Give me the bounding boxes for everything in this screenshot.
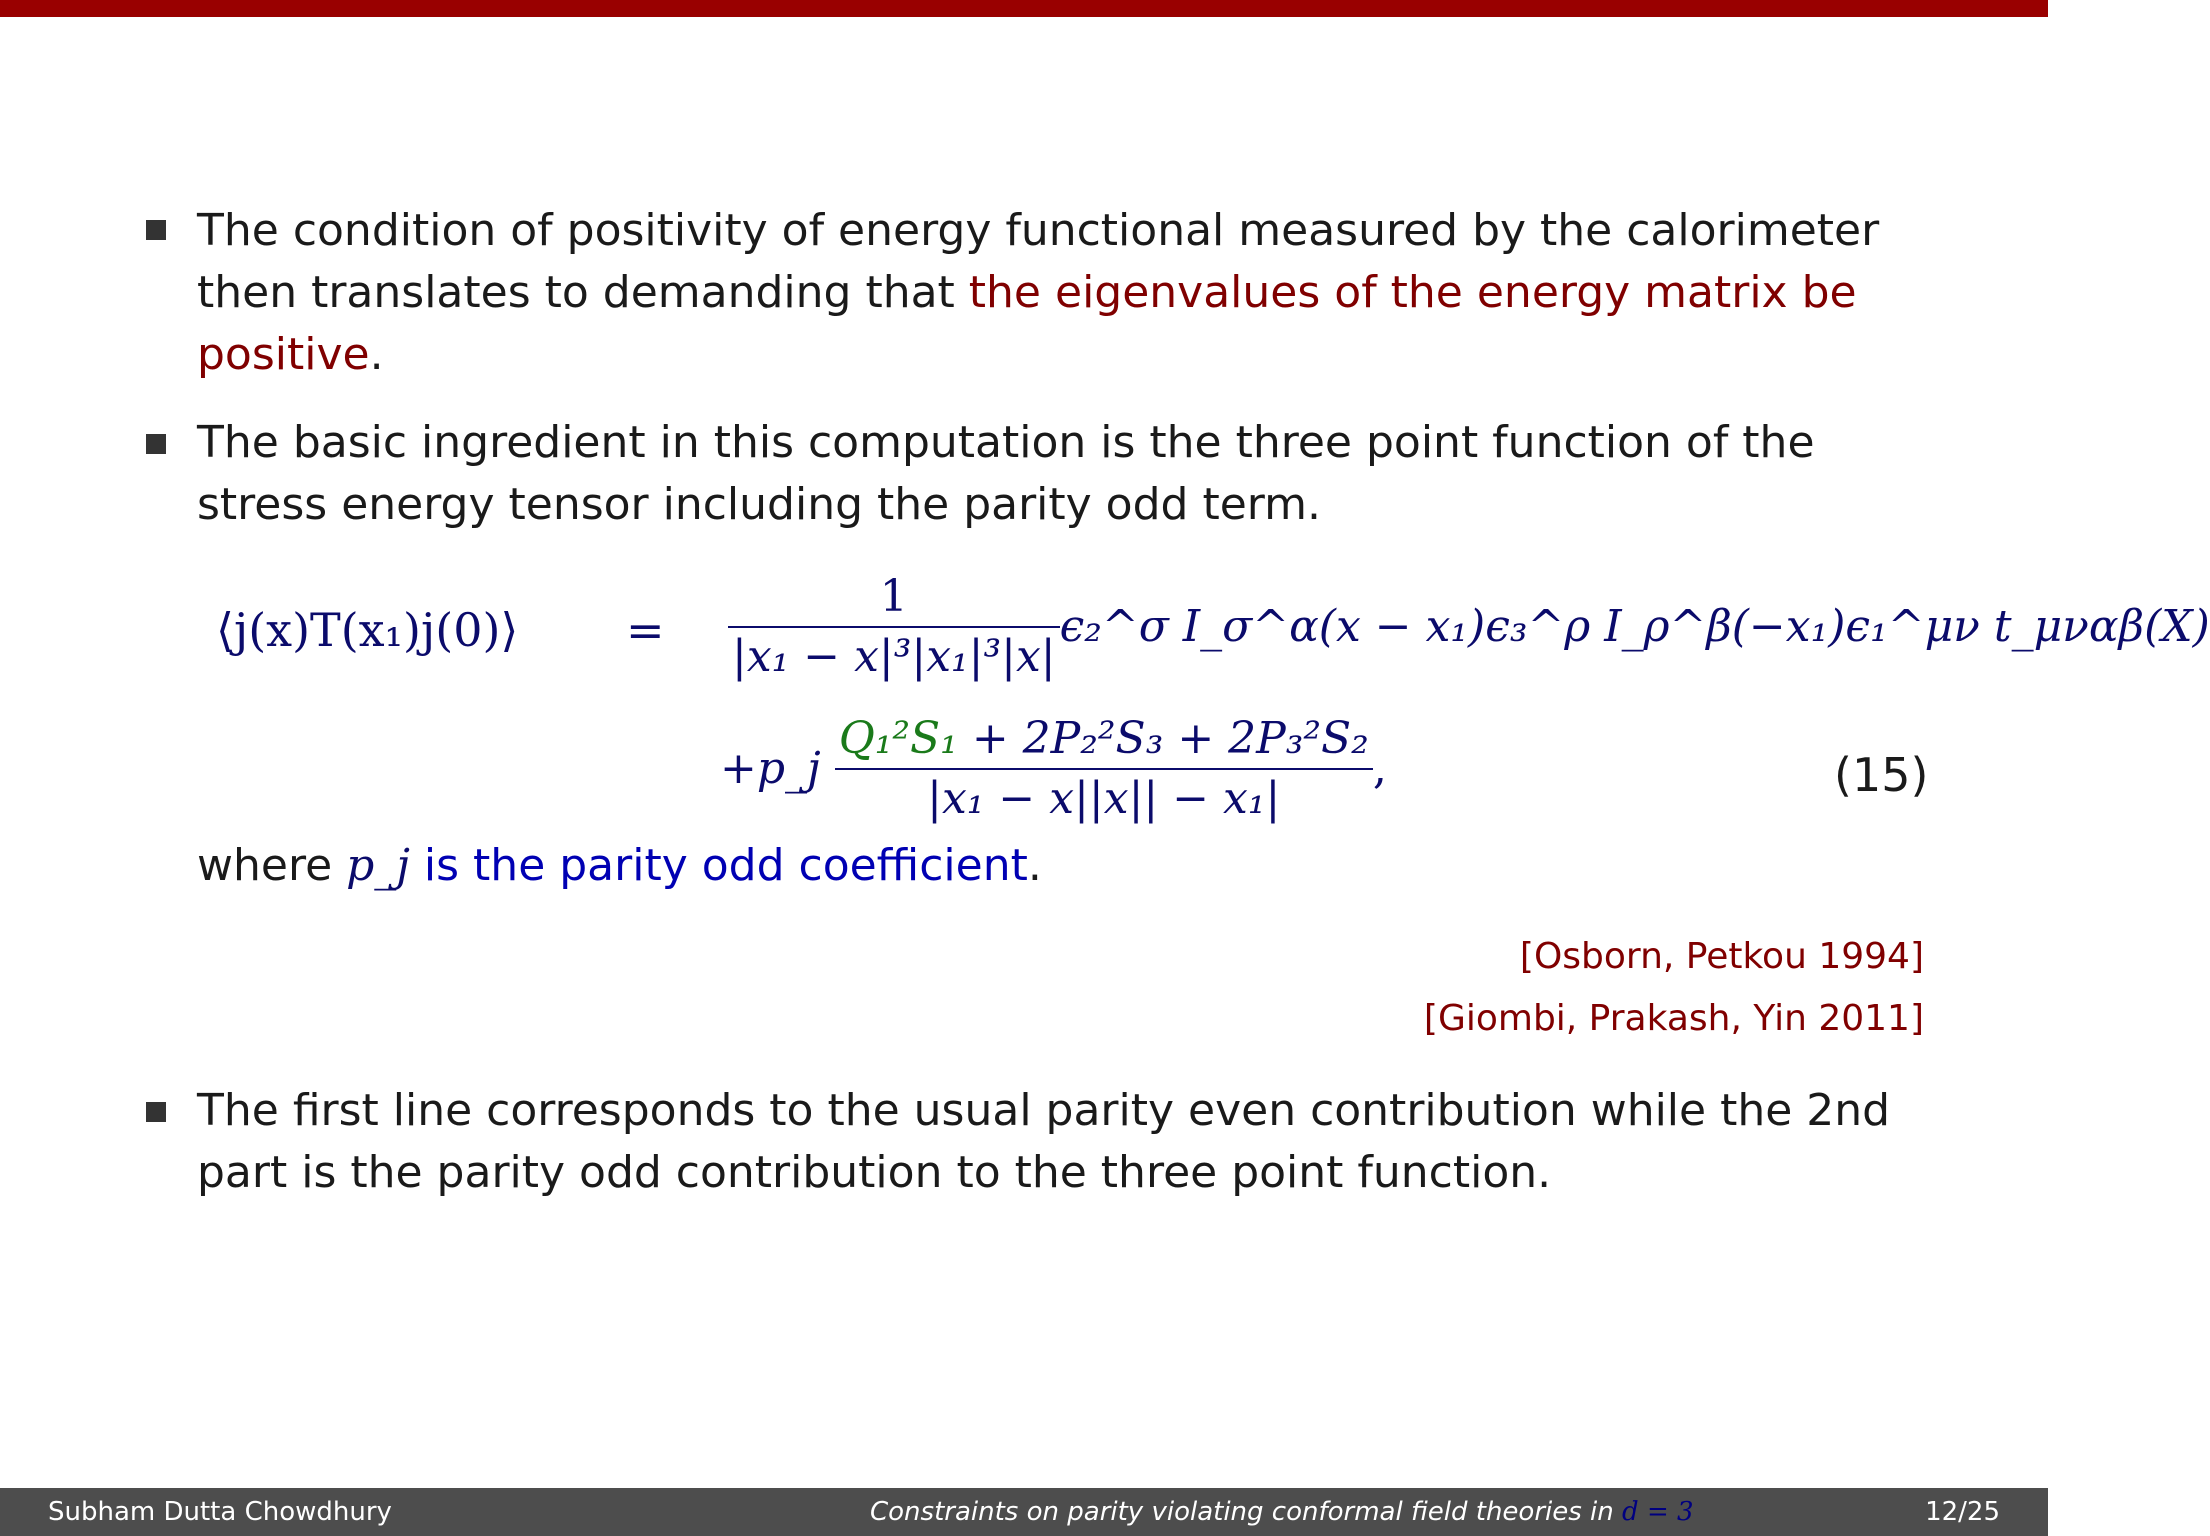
where-prefix: where: [197, 840, 347, 891]
bullet-1-text-a: The condition of positivity of energy functional measured by the calorimeter then translates to demanding that: [197, 205, 1880, 318]
bullet-1-text: [197, 200, 1957, 386]
equation-equals: =: [626, 603, 665, 657]
equation-line-2: [720, 710, 1387, 828]
bullet-square-icon: [146, 220, 166, 240]
fraction-2-green-term: Q₁²S₁: [838, 713, 958, 764]
where-suffix: .: [1027, 840, 1042, 891]
bullet-3-text: The first line corresponds to the usual parity even contribution while the 2nd part is the parity odd contribution to the three point function.: [197, 1085, 1891, 1198]
footer-bar: [0, 1488, 2048, 1536]
equation-comma: ,: [1372, 743, 1387, 794]
top-accent-bar: [0, 0, 2048, 17]
footer-author: Subham Dutta Chowdhury: [48, 1497, 392, 1527]
equation-line-1: [728, 568, 2210, 686]
fraction-2-rest: + 2P₂²S₃ + 2P₃²S₂: [957, 713, 1369, 764]
reference-1: [Osborn, Petkou 1994]: [1519, 936, 1924, 977]
footer-page-number: 12/25: [1925, 1497, 2000, 1527]
bullet-square-icon: [146, 1102, 166, 1122]
bullet-square-icon: [146, 434, 166, 454]
fraction-1-numerator: 1: [879, 571, 908, 622]
fraction-1: [728, 568, 1060, 686]
equation-lhs: ⟨j(x)T(x₁)j(0)⟩: [216, 603, 519, 657]
fraction-2-numerator: [835, 710, 1373, 768]
fraction-1-denominator: |x₁ − x|³|x₁|³|x|: [728, 626, 1060, 686]
equation-rhs-term: ϵ₂^σ I_σ^α(x − x₁)ϵ₃^ρ I_ρ^β(−x₁)ϵ₁^μν t_μναβ(X): [1059, 601, 2210, 652]
where-symbol: p_j: [346, 840, 410, 891]
footer-title-math: d = 3: [1622, 1497, 1694, 1527]
bullet-2-text: The basic ingredient in this computation is the three point function of the stress energy tensor including the parity odd term.: [197, 417, 1815, 530]
where-blue-text: is the parity odd coefficient: [409, 840, 1028, 891]
equation-number: (15): [1834, 748, 1929, 802]
fraction-2-denominator: |x₁ − x||x|| − x₁|: [835, 768, 1373, 828]
bullet-1-highlight: the eigenvalues of the energy matrix be positive: [197, 267, 1857, 380]
fraction-2: [835, 710, 1373, 828]
bullet-1-text-b: .: [369, 329, 384, 380]
where-line: [197, 835, 1042, 897]
reference-2: [Giombi, Prakash, Yin 2011]: [1423, 998, 1924, 1039]
footer-title: [870, 1488, 1694, 1536]
footer-title-text: Constraints on parity violating conformal field theories in: [870, 1497, 1623, 1527]
parity-coefficient: +p_j: [720, 743, 821, 794]
